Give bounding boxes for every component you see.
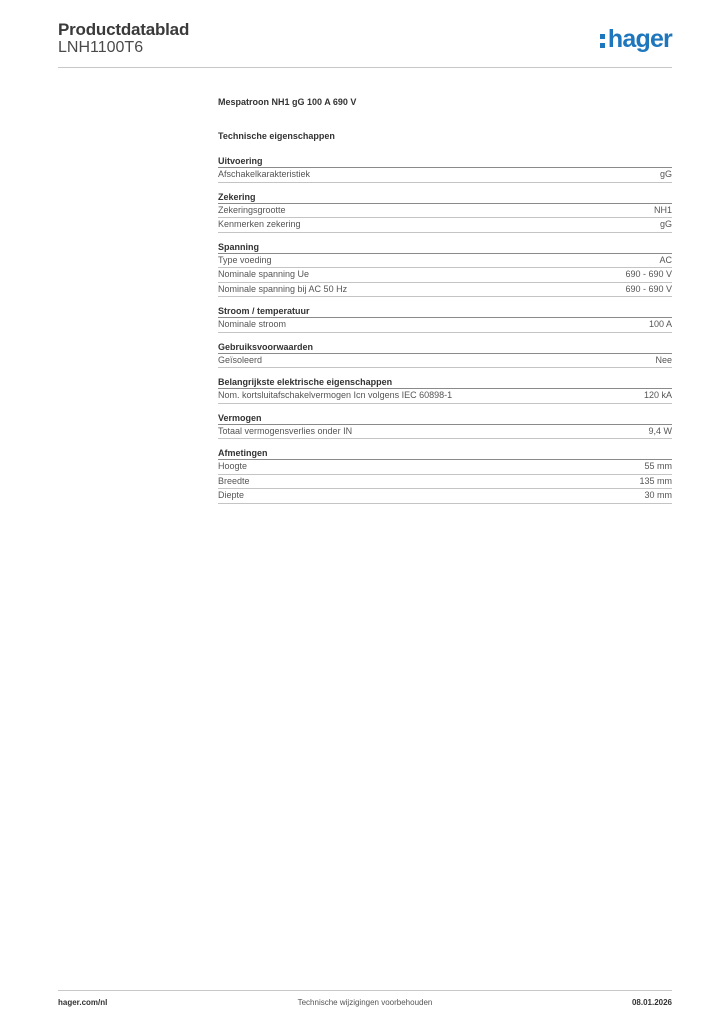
property-row [218, 204, 672, 219]
property-row [218, 389, 672, 404]
tech-properties-heading: Technische eigenschappen [218, 131, 335, 141]
footer-disclaimer: Technische wijzigingen voorbehouden [297, 998, 433, 1007]
property-section [218, 376, 672, 404]
footer-divider [58, 990, 672, 991]
page-footer [58, 998, 672, 1010]
property-row [218, 460, 672, 475]
property-label: Zekeringsgrootte [218, 204, 286, 215]
section-title: Uitvoering [218, 155, 672, 168]
property-row [218, 268, 672, 283]
property-row [218, 254, 672, 269]
section-title: Gebruiksvoorwaarden [218, 341, 672, 354]
property-row [218, 168, 672, 183]
property-section [218, 412, 672, 440]
property-label: Hoogte [218, 461, 248, 471]
property-row [218, 475, 672, 490]
property-label: Breedte [218, 475, 250, 486]
property-section [218, 155, 672, 183]
property-label: Totaal vermogensverlies onder IN [218, 425, 353, 436]
property-value: 690 - 690 V [625, 269, 672, 279]
property-section [218, 447, 672, 504]
logo-colon-icon [600, 34, 605, 48]
property-label: Geïsoleerd [218, 354, 263, 365]
property-label: Nominale spanning Ue [218, 269, 310, 279]
property-section [218, 241, 672, 298]
footer-date: 08.01.2026 [631, 998, 672, 1007]
section-title: Spanning [218, 241, 672, 254]
property-value: 690 - 690 V [625, 283, 672, 294]
property-section [218, 305, 672, 333]
property-value: 30 mm [644, 490, 672, 500]
property-value: 120 kA [643, 390, 672, 400]
section-title: Stroom / temperatuur [218, 305, 672, 318]
property-label: Diepte [218, 490, 245, 500]
document-title: Productdatablad [58, 20, 190, 39]
hager-logo [600, 26, 672, 52]
property-label: Nominale stroom [218, 319, 287, 329]
property-label: Nom. kortsluitafschakelvermogen Icn volgens IEC 60898-1 [218, 390, 453, 400]
property-row [218, 218, 672, 233]
property-label: Kenmerken zekering [218, 219, 301, 229]
property-row [218, 425, 672, 440]
property-value: NH1 [653, 204, 672, 215]
property-label: Nominale spanning bij AC 50 Hz [218, 283, 348, 294]
page-header [58, 20, 672, 70]
property-row [218, 283, 672, 298]
section-title: Vermogen [218, 412, 672, 425]
product-name: Mespatroon NH1 gG 100 A 690 V [218, 97, 357, 107]
property-row [218, 354, 672, 369]
section-title: Afmetingen [218, 447, 672, 460]
property-value: gG [659, 169, 672, 179]
logo-text: hager [607, 25, 672, 53]
property-section [218, 191, 672, 233]
property-value: gG [659, 219, 672, 229]
property-row [218, 489, 672, 504]
property-value: 100 A [648, 319, 672, 329]
property-value: Nee [655, 354, 672, 365]
property-value: 55 mm [644, 461, 672, 471]
datasheet-content [218, 95, 672, 504]
product-code: LNH1100T6 [58, 39, 144, 56]
property-section [218, 341, 672, 369]
property-value: 9,4 W [648, 425, 672, 436]
footer-website: hager.com/nl [58, 998, 108, 1007]
section-title: Zekering [218, 191, 672, 204]
property-value: AC [659, 254, 672, 265]
property-sections [218, 155, 672, 504]
property-value: 135 mm [639, 475, 672, 486]
property-row [218, 318, 672, 333]
property-label: Type voeding [218, 254, 272, 265]
property-label: Afschakelkarakteristiek [218, 169, 311, 179]
header-divider [58, 67, 672, 68]
section-title: Belangrijkste elektrische eigenschappen [218, 376, 672, 389]
